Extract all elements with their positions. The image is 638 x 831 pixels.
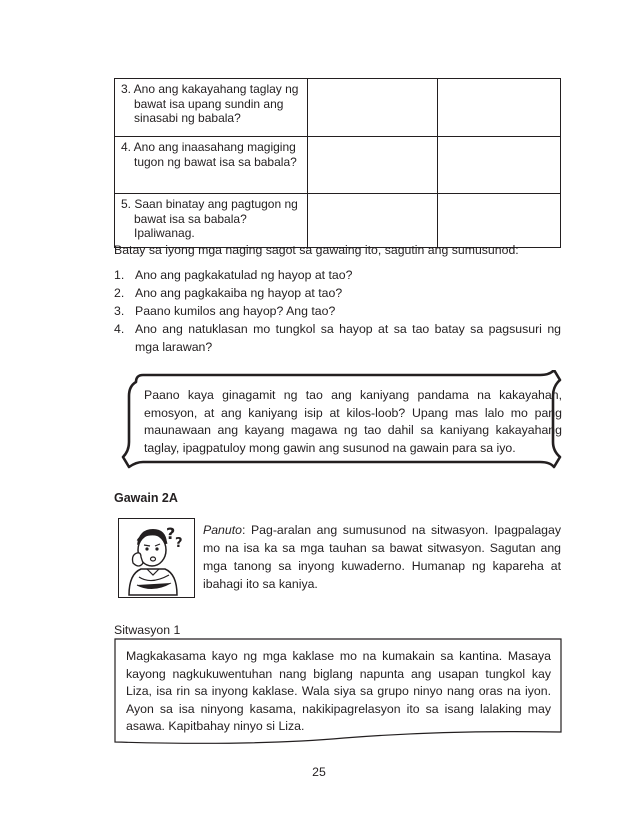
confused-person-icon bbox=[119, 519, 194, 597]
question-table bbox=[114, 78, 561, 248]
panuto-text: Panuto: Pag-aralan ang sumusunod na sitwasyon. Ipagpalagay mo na isa ka sa mga tauhan sa bawat sitwasyon. Sagutan ang mga tanong sa inyong kuwaderno. Humanap ng kapareha at ibahagi ito sa kaniya. bbox=[203, 523, 561, 591]
table-cell-question: 4. Ano ang inaasahang magiging tugon ng bawat isa sa babala? bbox=[115, 137, 308, 194]
illustration-frame bbox=[118, 518, 195, 598]
svg-text:?: ? bbox=[166, 524, 176, 543]
table-cell-empty[interactable] bbox=[438, 137, 561, 194]
table-cell-empty[interactable] bbox=[438, 194, 561, 248]
table-row bbox=[115, 79, 561, 137]
svg-text:?: ? bbox=[175, 536, 183, 551]
table-cell-empty[interactable] bbox=[438, 79, 561, 137]
table-row bbox=[115, 137, 561, 194]
question-list bbox=[114, 266, 561, 356]
list-item: 1. Ano ang pagkakatulad ng hayop at tao? bbox=[114, 268, 353, 282]
list-item: 4. Ano ang natuklasan mo tungkol sa hayop at sa tao batay sa pagsusuri ng mga larawan? bbox=[114, 322, 561, 354]
list-item: 2. Ano ang pagkakaiba ng hayop at tao? bbox=[114, 286, 343, 300]
panuto-label: Panuto bbox=[203, 523, 242, 537]
table-cell-empty[interactable] bbox=[308, 137, 438, 194]
table-row bbox=[115, 194, 561, 248]
activity-title: Gawain 2A bbox=[114, 491, 178, 505]
callout-text: Paano kaya ginagamit ng tao ang kaniyang pandama na kakayahan, emosyon, at ang kaniyang isip at kilos-loob? Upang mas lalo mo pang maunawaan ang kayang magawa ng tao dahil sa kaniyang kakayahang taglay, ipagpatuloy mong gawin ang susunod na gawain para sa iyo. bbox=[144, 388, 562, 455]
list-item: 3. Paano kumilos ang hayop? Ang tao? bbox=[114, 304, 336, 318]
page-number: 25 bbox=[312, 765, 326, 779]
table-cell-empty[interactable] bbox=[308, 194, 438, 248]
table-cell-empty[interactable] bbox=[308, 79, 438, 137]
table-cell-question: 5. Saan binatay ang pagtugon ng bawat isa sa babala? Ipaliwanag. bbox=[115, 194, 308, 248]
situation-text: Magkakasama kayo ng mga kaklase mo na kumakain sa kantina. Masaya kayong nagkukuwentuhan nang biglang napunta ang usapan tungkol kay Liza, isa rin sa inyong kaklase. Wala siya sa grupo ninyo nang oras na iyon. Ayon sa isa ninyong kasama, nakikipagrelasyon ito sa isang lalaking may asawa. Kapitbahay ninyo si Liza. bbox=[126, 649, 551, 733]
situation-title: Sitwasyon 1 bbox=[114, 623, 181, 637]
instruction-text: Batay sa iyong mga naging sagot sa gawaing ito, sagutin ang sumusunod: bbox=[114, 243, 519, 257]
table-cell-question: 3. Ano ang kakayahang taglay ng bawat isa upang sundin ang sinasabi ng babala? bbox=[115, 79, 308, 137]
